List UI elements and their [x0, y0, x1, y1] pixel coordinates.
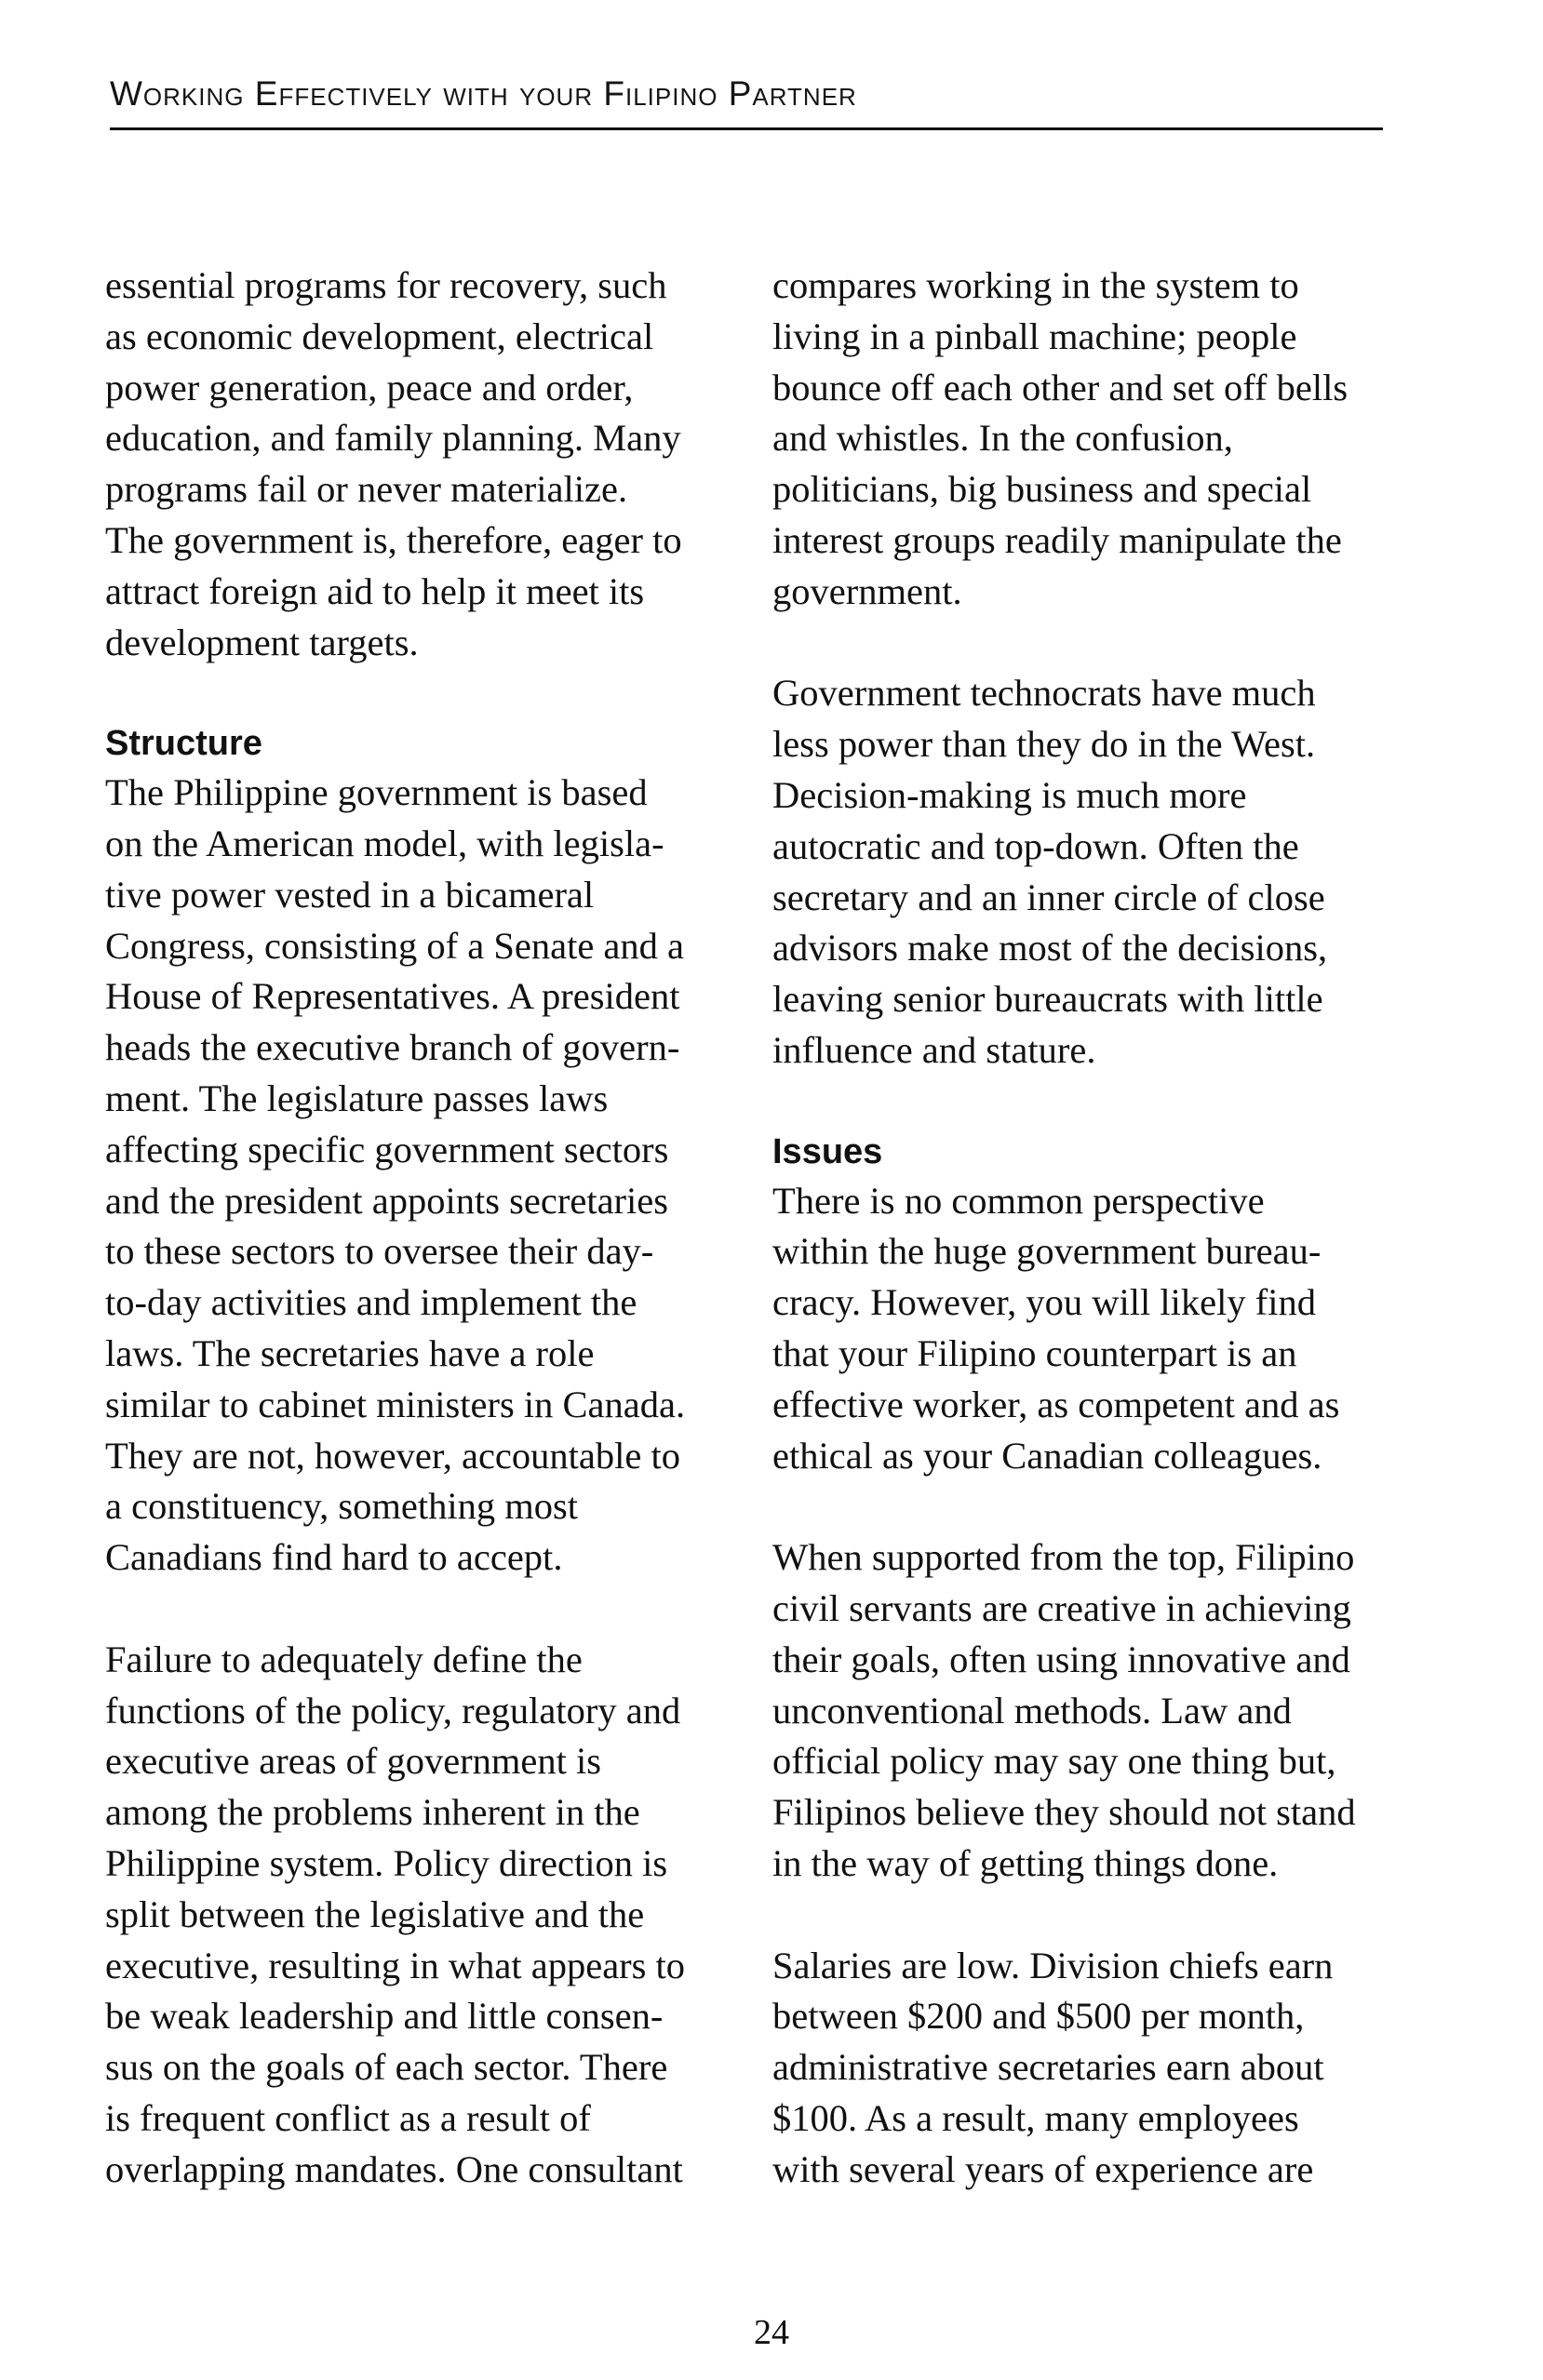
text-line: and whistles. In the confusion,	[772, 417, 1233, 460]
text-line: laws. The secretaries have a role	[105, 1331, 595, 1374]
page-number: 24	[754, 2313, 789, 2352]
text-line: in the way of getting things done.	[772, 1841, 1279, 1884]
paragraph	[772, 1176, 1415, 1482]
text-line: functions of the policy, regulatory and	[105, 1689, 681, 1732]
text-line: is frequent conflict as a result of	[105, 2096, 591, 2139]
text-line: tive power vested in a bicameral	[105, 873, 595, 916]
text-line: similar to cabinet ministers in Canada.	[105, 1383, 686, 1425]
text-line: ethical as your Canadian colleagues.	[772, 1434, 1322, 1477]
text-line: Government technocrats have much	[772, 672, 1316, 715]
text-line: overlapping mandates. One consultant	[105, 2147, 683, 2190]
text-line: their goals, often using innovative and	[772, 1638, 1350, 1680]
text-line: Failure to adequately define the	[105, 1638, 583, 1680]
text-line: development targets.	[105, 621, 419, 663]
paragraph	[105, 768, 747, 1584]
text-line: heads the executive branch of govern-	[105, 1026, 680, 1069]
text-line: government.	[772, 569, 962, 612]
text-line: to-day activities and implement the	[105, 1281, 637, 1324]
text-line: among the problems inherent in the	[105, 1791, 640, 1834]
text-line: unconventional methods. Law and	[772, 1689, 1292, 1732]
text-line: civil servants are creative in achieving	[772, 1586, 1351, 1629]
text-line: $100. As a result, many employees	[772, 2096, 1299, 2139]
text-line: between $200 and $500 per month,	[772, 1995, 1305, 2038]
left-column	[105, 261, 747, 2195]
running-head: Working Effectively with your Filipino Partner	[110, 74, 857, 113]
text-line: be weak leadership and little consen-	[105, 1995, 664, 2038]
text-line: programs fail or never materialize.	[105, 468, 628, 511]
section-heading-structure: Structure	[105, 724, 262, 764]
text-line: education, and family planning. Many	[105, 417, 681, 460]
paragraph	[105, 261, 747, 668]
text-line: affecting specific government sectors	[105, 1128, 669, 1170]
text-line: Congress, consisting of a Senate and a	[105, 924, 684, 967]
text-line: They are not, however, accountable to	[105, 1434, 680, 1477]
paragraph	[772, 261, 1415, 618]
text-line: secretary and an inner circle of close	[772, 876, 1325, 918]
text-line: executive, resulting in what appears to	[105, 1944, 686, 1986]
text-line: sus on the goals of each sector. There	[105, 2046, 668, 2089]
paragraph	[105, 1635, 747, 2196]
text-line: ment. The legislature passes laws	[105, 1076, 609, 1119]
text-line: cracy. However, you will likely find	[772, 1281, 1316, 1324]
text-line: living in a pinball machine; people	[772, 314, 1297, 357]
text-line: on the American model, with legisla-	[105, 822, 664, 864]
text-line: that your Filipino counterpart is an	[772, 1331, 1297, 1374]
text-line: leaving senior bureaucrats with little	[772, 978, 1323, 1021]
right-column	[772, 261, 1415, 2195]
text-line: When supported from the top, Filipino	[772, 1536, 1355, 1579]
text-line: split between the legislative and the	[105, 1892, 645, 1935]
text-line: advisors make most of the decisions,	[772, 927, 1328, 969]
text-line: as economic development, electrical	[105, 314, 654, 357]
text-line: effective worker, as competent and as	[772, 1383, 1340, 1425]
text-line: essential programs for recovery, such	[105, 264, 667, 306]
paragraph	[772, 1941, 1415, 2196]
text-line: There is no common perspective	[772, 1179, 1265, 1222]
text-line: bounce off each other and set off bells	[772, 366, 1348, 408]
text-line: administrative secretaries earn about	[772, 2046, 1324, 2089]
text-line: with several years of experience are	[772, 2147, 1314, 2190]
text-line: autocratic and top-down. Often the	[772, 824, 1299, 867]
text-line: compares working in the system to	[772, 264, 1299, 306]
section-heading-issues: Issues	[772, 1131, 883, 1171]
text-line: power generation, peace and order,	[105, 366, 634, 408]
text-line: Filipinos believe they should not stand	[772, 1791, 1356, 1834]
text-line: official policy may say one thing but,	[772, 1740, 1336, 1783]
paragraph	[772, 1532, 1415, 1890]
text-line: Decision-making is much more	[772, 773, 1247, 816]
text-line: within the huge government bureau-	[772, 1230, 1322, 1273]
text-line: House of Representatives. A president	[105, 975, 680, 1018]
text-line: less power than they do in the West.	[772, 723, 1316, 766]
text-line: The Philippine government is based	[105, 771, 648, 814]
paragraph	[772, 668, 1415, 1076]
text-line: The government is, therefore, eager to	[105, 518, 682, 561]
text-line: interest groups readily manipulate the	[772, 518, 1342, 561]
text-line: to these sectors to oversee their day-	[105, 1230, 654, 1273]
text-line: Canadians find hard to accept.	[105, 1536, 563, 1579]
text-line: and the president appoints secretaries	[105, 1179, 669, 1222]
text-line: politicians, big business and special	[772, 468, 1312, 511]
header-rule	[110, 127, 1383, 130]
text-line: executive areas of government is	[105, 1740, 602, 1783]
text-line: influence and stature.	[772, 1028, 1096, 1071]
text-line: Salaries are low. Division chiefs earn	[772, 1944, 1334, 1986]
text-line: a constituency, something most	[105, 1485, 579, 1528]
text-line: Philippine system. Policy direction is	[105, 1841, 668, 1884]
text-line: attract foreign aid to help it meet its	[105, 569, 645, 612]
